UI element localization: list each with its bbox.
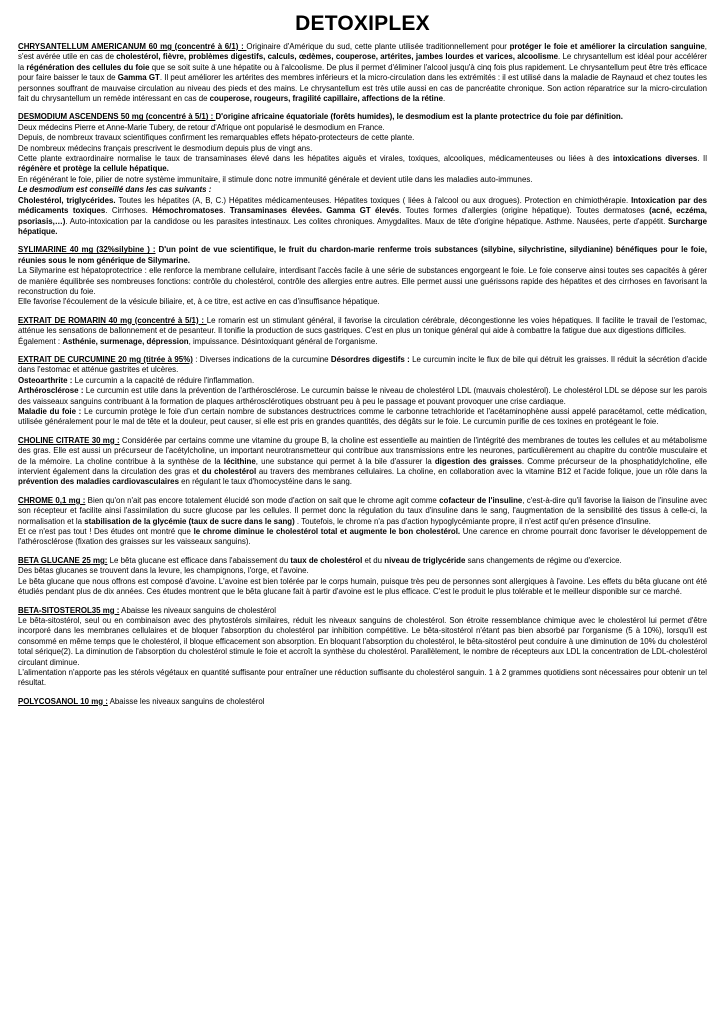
bold-text: Osteoarthrite : xyxy=(18,375,73,385)
bold-text: régénère et protège la cellule hépatique. xyxy=(18,164,169,174)
chrome-paragraph xyxy=(18,496,707,527)
bold-text: intoxications diverses xyxy=(612,154,698,164)
section-chrysantellum xyxy=(18,42,707,104)
desmodium-line: En régénérant le foie, pilier de notre système immunitaire, il stimule donc notre immunité générale et devient utile dans les maladies auto-immunes. xyxy=(18,174,533,184)
body-text: Le bêta glucane est efficace dans l'abaissement du xyxy=(107,555,291,565)
curcumine-paragraph xyxy=(18,355,707,376)
silymarine-paragraph: Elle favorise l'écoulement de la vésicule biliaire, et, à ce titre, est active en cas d'insuffisance hépatique. xyxy=(18,297,380,307)
policosanol-paragraph xyxy=(18,697,707,707)
section-heading: BETA-SITOSTEROL35 mg : xyxy=(18,605,120,615)
body-text: sans changements de régime ou d'exercice. xyxy=(465,555,622,565)
body-text: . Cirrhoses. xyxy=(105,206,153,216)
section-heading: DESMODIUM ASCENDENS 50 mg (concentré à 5/1) : xyxy=(18,112,216,122)
bold-text: Transaminases élevées. Gamma GT élevés xyxy=(229,206,400,216)
body-text: , impuissance. Désintoxiquant général de l'organisme. xyxy=(188,336,378,346)
romarin-paragraph xyxy=(18,316,707,337)
body-text: Le curcumin incite le flux de bile qui détruit les graisses. Il réduit la sécrétion d'acide dans l'estomac et atténue gastrites et ulcères. xyxy=(18,354,707,375)
body-text: . Auto-intoxication par la candidose ou les parasites intestinaux. Les colites chroniques. Amygdalites. Maux de tête d'origine hépatique. Asthme. Nausées, perte d'appétit. xyxy=(65,216,668,226)
body-text: Considérée par certains comme une vitamine du groupe B, la choline est essentielle au maintien de l'intégrité des membranes de toutes les cellules et au métabolisme des gras. Elle est aussi un précurseur de l'acétylcholine, un important neurotransmetteur qui contribue aux transmissions entre les neurones, particulièrement au chapitre du contrôle musculaire et de la mémoire. La choline contribue à la synthèse de la xyxy=(18,435,708,466)
bold-text: digestion des graisses xyxy=(434,456,522,466)
bold-text: Hémochromatoses xyxy=(152,206,224,216)
section-romarin xyxy=(18,316,707,347)
curcumine-paragraph xyxy=(18,407,707,428)
beta-glucane-paragraph xyxy=(18,556,707,566)
bold-text: stabilisation de la glycémie (taux de sucre dans le sang) xyxy=(84,516,295,526)
body-text: Toutes les hépatites (A, B, C.) Hépatites médicamenteuses. Hépatites toxiques ( liées à l'alcool ou aux drogues). Protection en chimiothérapie. xyxy=(115,195,632,205)
section-heading: CHRYSANTELLUM AMERICANUM 60 mg (concentré à 6/1) : xyxy=(18,42,247,51)
bold-text: lécithine xyxy=(223,456,256,466)
bold-text: protéger le foie et améliorer la circulation sanguine xyxy=(509,42,705,51)
body-text: et du xyxy=(362,555,385,565)
silymarine-heading-line xyxy=(18,245,707,266)
body-text: Une carence en chrome pourrait donc favoriser le développement de l'athérosclérose (fixation des graisses sur les vaisseaux sanguins). xyxy=(18,527,707,547)
beta-glucane-paragraph: Le bêta glucane que nous offrons est composé d'avoine. L'avoine est bien tolérée par le corps humain, puisque très peu de personnes sont allergiques à l'avoine. Les effets du bêta glucane ont été étudiés pendant plus de dix années. Ces études montrent que le bêta glucane fait à partir d'avoine est le plus efficace. C'est le produit le plus tolérable et le meilleur disponible sur ce marché. xyxy=(18,576,707,597)
section-heading: BETA GLUCANE 25 mg: xyxy=(18,555,108,565)
body-text: , une substance qui permet à la bile d'assurer la xyxy=(255,456,435,466)
section-policosanol xyxy=(18,697,707,707)
silymarine-paragraph: La Silymarine est hépatoprotectrice : elle renforce la membrane cellulaire, interdisant l'accès facile à une série de substances engorgeant le foie. Le foie conserve ainsi toutes ses capacités à gérer de manière équilibrée ses nombreuses fonctions: contrôle du cholestérol, contrôle des allergies entre autres. Elle permet aussi une guérissons rapide des hépatites et des cirrhoses en favorisant la reconstruction du foie. xyxy=(18,266,707,296)
section-desmodium xyxy=(18,112,707,237)
body-text: . Il peut améliorer les artérites des membres inférieurs et la micro-circulation dans les extrémités : il est utilisé dans la maladie de Raynaud et chez toutes les personnes souffrant de mauvaise circulation au niveau des pieds et des mains. Le chrysantellum est très utile aussi en cas de pancréatite chronique. Son action réparatrice sur la micro-circulation fait du chrysantellum un remède intéressant en cas de xyxy=(18,73,707,104)
body-text: Cette plante extraordinaire normalise le taux de transaminases élevé dans les hépatites aiguës et virales, toxiques, alcooliques, médicamenteuses ou liées à des xyxy=(18,154,613,164)
bold-text: D'origine africaine équatoriale (forêts humides), le desmodium est la plante protectrice du foie par définition. xyxy=(215,112,623,122)
section-curcumine xyxy=(18,355,707,428)
bold-text: Arthérosclérose : xyxy=(18,386,84,396)
body-text: . Toutes formes d'allergies (origine hépatique). Toutes dermatoses xyxy=(399,206,650,216)
bold-text: niveau de triglycéride xyxy=(384,555,466,565)
desmodium-line: Depuis, de nombreux travaux scientifiques confirment les remarquables effets hépato-protecteurs de cette plante. xyxy=(18,133,415,143)
chrome-paragraph xyxy=(18,527,707,548)
romarin-paragraph xyxy=(18,337,707,347)
section-heading: POLYCOSANOL 10 mg : xyxy=(18,696,108,706)
body-text: Également : xyxy=(18,336,63,346)
desmodium-cases-heading xyxy=(18,185,707,195)
choline-paragraph xyxy=(18,436,707,488)
bold-text: Intoxication par des médicaments toxiques xyxy=(18,195,707,216)
body-text: . xyxy=(442,94,446,104)
body-text: Le curcumin est utile dans la prévention de l'arthérosclérose. Le curcumin baisse le niveau de cholestérol LDL (mauvais cholestérol). Le cholestérol LDL se dépose sur les parois des vaisseaux sanguins contribuant à la formation de plaques arthérosclérotiques obstruant peu à peu le passage et pouvant provoquer une crise cardiaque. xyxy=(18,386,707,406)
body-text: en régulant le taux d'homocystéine dans le sang. xyxy=(178,477,352,487)
curcumine-paragraph xyxy=(18,386,707,407)
desmodium-line: De nombreux médecins français prescrivent le desmodium depuis plus de vingt ans. xyxy=(18,143,313,153)
body-text: , s'est avérée utile en cas de xyxy=(18,42,707,62)
bold-text: Surcharge hépatique. xyxy=(18,216,707,236)
body-text: que se soit suite à une hépatite ou à l'alcoolisme. De plus il permet d'éliminer l'alcool jusqu'à cinq fois plus rapidement. Le chrysantellum peut être très efficace pour faire baisser le taux de xyxy=(18,62,707,83)
bold-text: Maladie du foie : xyxy=(18,407,82,416)
bold-text: taux de cholestérol xyxy=(290,555,363,565)
section-heading: CHOLINE CITRATE 30 mg : xyxy=(18,435,120,445)
section-heading: EXTRAIT DE CURCUMINE 20 mg (titrée à 95%) xyxy=(18,354,193,364)
bold-text: Asthénie, surmenage, dépression xyxy=(62,336,189,346)
bold-text: Cholestérol, triglycérides. xyxy=(18,195,116,205)
section-beta-glucane xyxy=(18,556,707,598)
section-choline xyxy=(18,436,707,488)
bold-text: (acné, eczéma, psoriasis,…) xyxy=(18,206,707,226)
bold-text: D'un point de vue scientifique, le fruit du chardon-marie renferme trois substances (silybine, silychristine, silydianine) bénéfiques pour le foie, réunies sous le nom générique de Silymarine. xyxy=(18,245,707,265)
bold-text: Gamma GT xyxy=(117,73,160,83)
document-title: DETOXIPLEX xyxy=(295,12,430,35)
bold-text: cholestérol, fièvre, problèmes digestifs, calculs, œdèmes, couperose, artérites, jambes lourdes et varices, alcoolisme xyxy=(116,52,559,62)
body-text: Et ce n'est pas tout ! Des études ont montré que xyxy=(18,527,194,537)
body-text: : Diverses indications de la curcumine xyxy=(192,354,331,364)
beta-sitosterol-paragraph: Le bêta-sitostérol, seul ou en combinaison avec des phytostérols similaires, réduit les niveaux sanguins de cholestérol. Son étroite ressemblance chimique avec le cholestérol lui permet d'être incorporé dans les membranes cellulaires et de bloquer l'absorption du cholestérol par inhibition compétitive. Le bêta-sitostérol n'étant pas bien absorbé par l'organisme (5 à 10%), lorsqu'il est consommé en même temps que le cholestérol, il bloque efficacement son absorption. En bloquant l'absorption du cholestérol, le bêta-sitostérol peut conduire à une diminution de 10% du cholestérol total sérique(2). La diminution de l'absorption du cholestérol stimule le foie et accroît la synthèse du cholestérol. Parallèlement, le nombre de récepteurs aux LDL la concentration de LDL-cholestérol circulant diminue. xyxy=(18,615,707,667)
beta-sitosterol-heading-line xyxy=(18,606,707,616)
bold-text: le chrome diminue le cholestérol total et augmente le bon cholestérol. xyxy=(193,527,461,537)
beta-sitosterol-paragraph: L'alimentation n'apporte pas les stérols végétaux en quantité suffisante pour entraîner une réduction suffisante du cholestérol sanguin. 1 à 2 grammes quotidiens sont nécessaires pour obtenir un tel résultat. xyxy=(18,667,707,688)
bold-text: prévention des maladies cardiovasculaires xyxy=(18,477,179,487)
body-text: Le curcumin protège le foie d'un certain nombre de substances destructrices comme le carbonne tetrachloride et l'acétaminophène aussi appelé paracétamol, cette médication, utilisée généralement pour le mal de tête et la douleur, peut causer, si elle est pris en grandes quantités, des dégâts sur le foie. Le curcumin purifie de ces toxines en protégeant le foie. xyxy=(18,407,707,427)
section-heading: SYLIMARINE 40 mg (32%silybine ) : xyxy=(18,245,156,255)
body-text: Bien qu'on n'ait pas encore totalement élucidé son mode d'action on sait que le chrome agit comme xyxy=(85,495,440,505)
section-silymarine xyxy=(18,245,707,307)
body-text: . Toutefois, le chrome n'a pas d'action hypoglycémiante propre, il n'est actif qu'en présence d'insuline. xyxy=(294,516,651,526)
desmodium-heading-line xyxy=(18,112,707,122)
body-text: Le romarin est un stimulant général, il favorise la circulation cérébrale, décongestionne les voies hépatiques. Il facilite le travail de l'estomac, atténue les sensations de ballonnement et de pesanteur. Il tonifie la production de sucs gastriques. C'est en plus un tonique général qui aide à combattre la fatigue due aux digestions difficiles. xyxy=(18,315,707,336)
body-text: Originaire d'Amérique du sud, cette plante utilisée traditionnellement pour xyxy=(246,42,510,51)
section-heading: EXTRAIT DE ROMARIN 40 mg (concentré à 5/1) : xyxy=(18,315,207,325)
bold-text: du cholestérol xyxy=(201,467,257,477)
body-text: . Comme précurseur de la phosphatidylcholine, elle intervient également dans la circulation des gras et xyxy=(18,456,708,477)
body-text: Abaisse les niveaux sanguins de cholestérol xyxy=(107,696,265,706)
bold-text: Désordres digestifs : xyxy=(330,354,410,364)
beta-glucane-paragraph: Des bêtas glucanes se trouvent dans la levure, les champignons, l'orge, et l'avoine. xyxy=(18,566,309,576)
body-text: Abaisse les niveaux sanguins de cholestérol xyxy=(119,605,277,615)
curcumine-paragraph xyxy=(18,376,707,386)
body-text: , c'est-à-dire qu'il favorise la liaison de l'insuline avec son récepteur et facilite ainsi l'assimilation du sucre glucose par les cellules. Il permet donc la régulation du taux d'insuline dans le sang, l'augmentation de la sensibilité des tissus à celle-ci, la normalisation et la xyxy=(18,495,708,526)
desmodium-line: Deux médecins Pierre et Anne-Marie Tubery, de retour d'Afrique ont popularisé le desmodium en France. xyxy=(18,122,385,132)
body-text: . Le chrysantellum est idéal pour accélérer la xyxy=(18,52,707,72)
body-text: . xyxy=(223,206,230,216)
bold-text: couperose, rougeurs, fragilité capillaire, affections de la rétine xyxy=(209,94,443,104)
chrysantellum-paragraph xyxy=(18,42,707,104)
desmodium-line xyxy=(18,154,707,175)
bold-text: cofacteur de l'insuline xyxy=(439,495,523,505)
bold-text: régénération des cellules du foie xyxy=(26,62,150,72)
section-chrome xyxy=(18,496,707,548)
body-text: au travers des membranes cellulaires. La choline, en collaboration avec la vitamine B12 et l'acide folique, joue un rôle dans la xyxy=(256,467,707,477)
section-heading: CHROME 0,1 mg : xyxy=(18,495,86,505)
desmodium-cases-list xyxy=(18,196,707,238)
body-text: . Il xyxy=(697,154,707,164)
section-beta-sitosterol xyxy=(18,606,707,689)
bold-italic-text: Le desmodium est conseillé dans les cas suivants : xyxy=(18,185,212,195)
body-text: Le curcumin a la capacité de réduire l'inflammation. xyxy=(72,375,255,385)
